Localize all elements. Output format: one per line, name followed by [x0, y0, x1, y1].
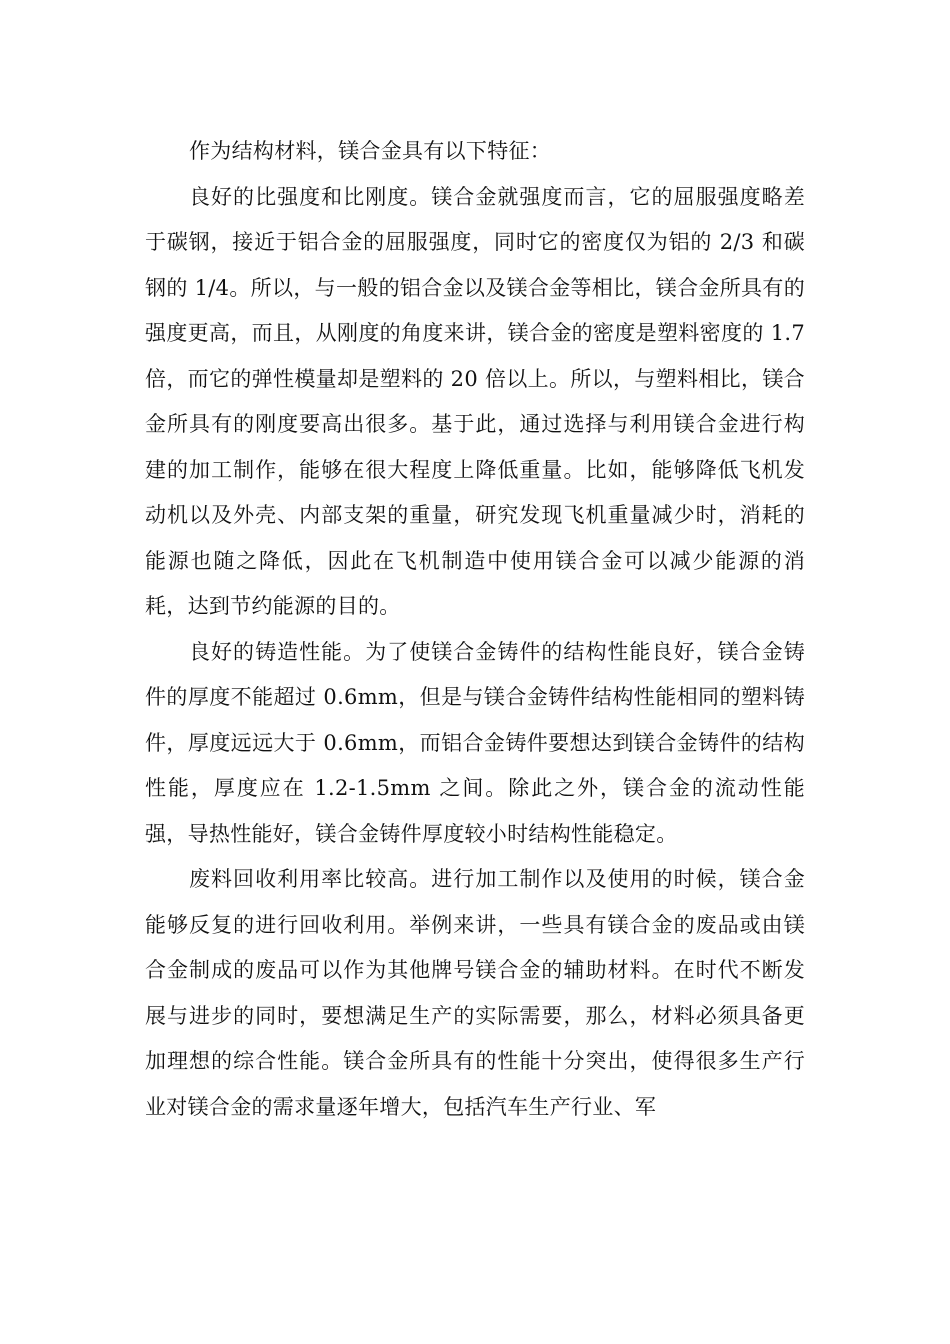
- paragraph-intro: 作为结构材料，镁合金具有以下特征：: [189, 139, 552, 163]
- document-body: [145, 129, 805, 1130]
- paragraph-recycling: 废料回收利用率比较高。进行加工制作以及使用的时候，镁合金能够反复的进行回收利用。举例来讲，一些具有镁合金的废品或由镁合金制成的废品可以作为其他牌号镁合金的辅助材料。在时代不断发展与进步的同时，要想满足生产的实际需要，那么，材料必须具备更加理想的综合性能。镁合金所具有的性能十分突出，使得很多生产行业对镁合金的需求量逐年增大，包括汽车生产行业、军: [145, 867, 805, 1119]
- paragraph-strength-stiffness: 良好的比强度和比刚度。镁合金就强度而言，它的屈服强度略差于碳钢，接近于铝合金的屈服强度，同时它的密度仅为铝的 2/3 和碳钢的 1/4。所以，与一般的铝合金以及镁合金等相比，镁合金所具有的强度更高，而且，从刚度的角度来讲，镁合金的密度是塑料密度的 1.7 倍，而它的弹性模量却是塑料的 20 倍以上。所以，与塑料相比，镁合金所具有的刚度要高出很多。基于此，通过选择与利用镁合金进行构建的加工制作，能够在很大程度上降低重量。比如，能够降低飞机发动机以及外壳、内部支架的重量，研究发现飞机重量减少时，消耗的能源也随之降低，因此在飞机制造中使用镁合金可以减少能源的消耗，达到节约能源的目的。: [145, 184, 805, 618]
- paragraph-casting-performance: 良好的铸造性能。为了使镁合金铸件的结构性能良好，镁合金铸件的厚度不能超过 0.6mm，但是与镁合金铸件结构性能相同的塑料铸件，厚度远远大于 0.6mm，而铝合金铸件要想达到镁合金铸件的结构性能，厚度应在 1.2-1.5mm 之间。除此之外，镁合金的流动性能强，导热性能好，镁合金铸件厚度较小时结构性能稳定。: [145, 639, 805, 846]
